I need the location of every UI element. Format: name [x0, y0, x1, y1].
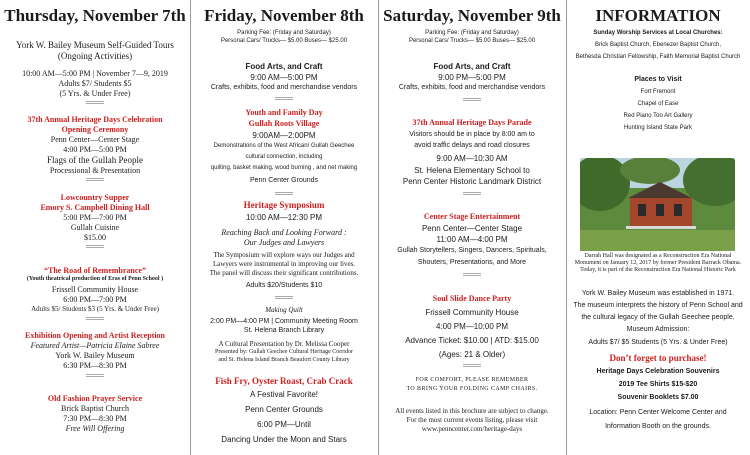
quilt-presenter: A Cultural Presentation by Dr. Melissa Cooper — [218, 340, 350, 348]
stage-time: 11:00 AM—4:00 PM — [436, 235, 508, 244]
museum-tours-price: Adults $7/ Students $5 — [58, 79, 132, 88]
comfort-note2: TO BRING YOUR FOLDING CAMP CHAIRS. — [406, 386, 538, 392]
supper-price: $15.00 — [84, 233, 106, 242]
supper-desc: Gullah Cuisine — [70, 223, 120, 232]
parking-fee-prices: Personal Cars/ Trucks— $5.00 Buses— $25.00 — [220, 38, 348, 44]
exhibition-title: Exhibition Opening and Artist Reception — [24, 331, 166, 340]
purchase-heading: Don’t forget to purchase! — [609, 353, 707, 363]
symposium-price: Adults $20/Students $10 — [245, 282, 323, 289]
remembrance-title: “The Road of Remembrance” — [44, 266, 146, 275]
museum-tours-free: (5 Yrs. & Under Free) — [59, 89, 131, 98]
separator — [86, 101, 104, 104]
day-title-thursday: Thursday, November 7th — [4, 6, 186, 25]
parade-title: 37th Annual Heritage Days Parade — [412, 118, 532, 127]
photo-caption3: Today, it is part of the Reconstruction Era National Historic Park — [580, 267, 736, 273]
parade-note1: Visitors should be in place by 8:00 am to — [409, 131, 535, 138]
supper-venue: Emory S. Campbell Dining Hall — [40, 203, 150, 212]
website-link[interactable]: www.penncenter.com/heritage-days — [421, 425, 523, 433]
churches-line2: Bethesda Christian Fellowship, Faith Memorial Baptist Church — [575, 54, 741, 60]
separator — [86, 317, 104, 320]
fish-fry-subtitle: A Festival Favorite! — [249, 390, 319, 399]
stage-desc2: Shouters, Presentations, and More — [417, 259, 527, 266]
food-time: 9:00 AM—5:00 PM — [250, 73, 318, 82]
remembrance-price: Adults $5/ Students $3 (5 Yrs. & Under Free) — [31, 305, 159, 313]
fish-fry-time: 6:00 PM—Until — [257, 420, 311, 429]
stage-place: Penn Center—Center Stage — [421, 224, 523, 233]
soul-slide-time: 4:00 PM—10:00 PM — [435, 322, 509, 331]
separator — [86, 245, 104, 248]
symposium-subtitle2: Our Judges and Lawyers — [243, 238, 325, 247]
stage-desc1: Gullah Storytellers, Singers, Dancers, Spirituals, — [397, 247, 547, 254]
location-line1: Location: Penn Center Welcome Center and — [589, 409, 727, 416]
symposium-desc1: The Symposium will explore ways our Judges and — [213, 251, 355, 259]
museum-tours-subtitle: (Ongoing Activities) — [57, 51, 133, 61]
youth-desc1: Demonstrations of the West African/ Gullah Geechee — [213, 143, 355, 149]
separator — [275, 296, 293, 299]
parade-time: 9:00 AM—10:30 AM — [436, 154, 508, 163]
celebration-subtitle: Opening Ceremony — [61, 125, 129, 134]
soul-slide-ticket: Advance Ticket: $10.00 | ATD: $15.00 — [405, 336, 539, 345]
youth-subtitle: Gullah Roots Village — [248, 119, 320, 128]
youth-desc3: quilting, basket making, wood burning , and net making — [210, 165, 358, 171]
celebration-place: Penn Center—Center Stage — [50, 135, 140, 144]
separator — [463, 98, 481, 101]
column-saturday — [378, 0, 566, 455]
youth-time: 9:00AM—2:00PM — [252, 131, 316, 140]
location-line2: Information Booth on the grounds. — [605, 423, 711, 430]
symposium-time: 10:00 AM—12:30 PM — [245, 213, 323, 222]
tee-shirts: 2019 Tee Shirts $15-$20 — [618, 381, 698, 388]
quilt-presented-by2: and St. Helena Island Branch Beaufort County Library — [218, 357, 350, 363]
comfort-note1: FOR COMFORT, PLEASE REMEMBER — [415, 377, 529, 383]
symposium-desc3: The panel will discuss their significant contributions. — [209, 269, 359, 277]
food-title: Food Arts, and Craft — [433, 62, 511, 71]
fish-fry-desc: Dancing Under the Moon and Stars — [221, 435, 347, 444]
celebration-time: 4:00 PM—5:00 PM — [63, 145, 127, 154]
soul-slide-place: Frissell Community House — [425, 308, 519, 317]
quilt-presented-by: Presented by: Gullah Geechee Cultural Heritage Corridor — [215, 349, 353, 355]
quilt-title: Making Quilt — [265, 306, 303, 314]
remembrance-place: Frissell Community House — [51, 285, 139, 294]
parking-fee-prices: Personal Cars/ Trucks— $5.00 Buses— $25.00 — [408, 38, 536, 44]
symposium-desc2: Lawyers were instrumental in improving our lives. — [212, 260, 356, 268]
museum-interprets2: the cultural legacy of the Gullah Geechee people. — [581, 314, 735, 321]
prayer-desc: Free Will Offering — [65, 424, 125, 433]
separator — [463, 364, 481, 367]
celebration-title: 37th Annual Heritage Days Celebration — [27, 115, 163, 124]
quilt-place: St. Helena Branch Library — [243, 327, 325, 334]
souvenirs-heading: Heritage Days Celebration Souvenirs — [596, 368, 720, 375]
darrah-hall-photo — [580, 158, 735, 251]
place-item: Red Piano Too Art Gallery — [623, 113, 693, 119]
stage-title: Center Stage Entertainment — [423, 212, 521, 221]
column-thursday — [0, 0, 190, 455]
exhibition-time: 6:30 PM—8:30 PM — [63, 361, 127, 370]
information-title: INFORMATION — [595, 6, 721, 25]
place-item: Hunting Island State Park — [623, 125, 693, 131]
admission-price: Adults $7/ $5 Students (5 Yrs. & Under Free) — [588, 339, 728, 346]
remembrance-time: 6:00 PM—7:00 PM — [63, 295, 127, 304]
photo-caption2: Monument on January 12, 2017 by former President Barrack Obama. — [574, 260, 742, 266]
change-notice1: All events listed in this brochure are subject to change. — [395, 407, 549, 415]
photo-caption1: Darrah Hall was designated as a Reconstruction Era National — [584, 253, 732, 259]
places-heading: Places to Visit — [634, 76, 682, 83]
museum-tours-time: 10:00 AM—5:00 PM | November 7—9, 2019 — [22, 69, 168, 78]
prayer-title: Old Fashion Prayer Service — [47, 394, 143, 403]
supper-time: 5:00 PM—7:00 PM — [63, 213, 127, 222]
churches-line1: Brick Baptist Church, Ebenezer Baptist Church, — [594, 42, 722, 48]
change-notice2: For the most current events listing, please visit — [406, 416, 538, 424]
symposium-title: Heritage Symposium — [243, 200, 325, 210]
quilt-time: 2:00 PM—4:00 PM | Community Meeting Room — [210, 318, 358, 325]
column-friday — [190, 0, 378, 455]
food-desc: Crafts, exhibits, food and merchandise vendors — [210, 84, 358, 91]
celebration-desc2: Processional & Presentation — [49, 166, 141, 175]
remembrance-subtitle: (Youth theatrical production of Eras of Penn School ) — [26, 276, 164, 282]
soul-slide-title: Soul Slide Dance Party — [432, 294, 512, 303]
symposium-subtitle: Reaching Back and Looking Forward : — [221, 228, 347, 237]
parking-fee-label: Parking Fee: (Friday and Saturday) — [425, 30, 519, 36]
parade-route2: Penn Center Historic Landmark District — [402, 177, 542, 186]
separator — [463, 273, 481, 276]
day-title-friday: Friday, November 8th — [204, 6, 364, 25]
separator — [86, 374, 104, 377]
place-item: Chapel of Ease — [637, 101, 679, 107]
soul-slide-ages: (Ages: 21 & Older) — [438, 350, 506, 359]
prayer-place: Brick Baptist Church — [61, 404, 129, 413]
day-title-saturday: Saturday, November 9th — [383, 6, 561, 25]
souvenir-booklets: Souvenir Booklets $7.00 — [617, 394, 699, 401]
prayer-time: 7:30 PM—8:30 PM — [63, 414, 127, 423]
youth-title: Youth and Family Day — [245, 108, 323, 117]
youth-desc2: cultural connection, including — [245, 154, 323, 160]
youth-place: Penn Center Grounds — [249, 177, 319, 184]
parking-fee-label: Parking Fee: (Friday and Saturday) — [237, 30, 331, 36]
fish-fry-title: Fish Fry, Oyster Roast, Crab Crack — [215, 376, 353, 386]
exhibition-place: York W. Bailey Museum — [55, 351, 135, 360]
worship-heading: Sunday Worship Services at Local Churches: — [593, 30, 723, 36]
separator — [275, 192, 293, 195]
food-desc: Crafts, exhibits, food and merchandise vendors — [398, 84, 546, 91]
separator — [86, 178, 104, 181]
separator — [275, 97, 293, 100]
celebration-desc: Flags of the Gullah People — [47, 155, 143, 165]
fish-fry-place: Penn Center Grounds — [245, 405, 323, 414]
food-title: Food Arts, and Craft — [245, 62, 323, 71]
separator — [463, 192, 481, 195]
place-item: Fort Fremont — [640, 89, 676, 95]
parade-note2: avoid traffic delays and road closures — [414, 142, 530, 149]
supper-title: Lowcountry Supper — [60, 193, 130, 202]
museum-established: York W. Bailey Museum was established in 1971. — [581, 290, 735, 297]
food-time: 9:00 PM—5:00 PM — [438, 73, 506, 82]
parade-route1: St. Helena Elementary School to — [414, 166, 530, 175]
exhibition-artist: Featured Artist—Patricia Elaine Sabree — [30, 341, 160, 350]
museum-interprets1: The museum interprets the history of Penn School and — [573, 302, 743, 309]
admission-heading: Museum Admission: — [626, 326, 690, 333]
museum-tours-title: York W. Bailey Museum Self-Guided Tours — [16, 40, 174, 50]
